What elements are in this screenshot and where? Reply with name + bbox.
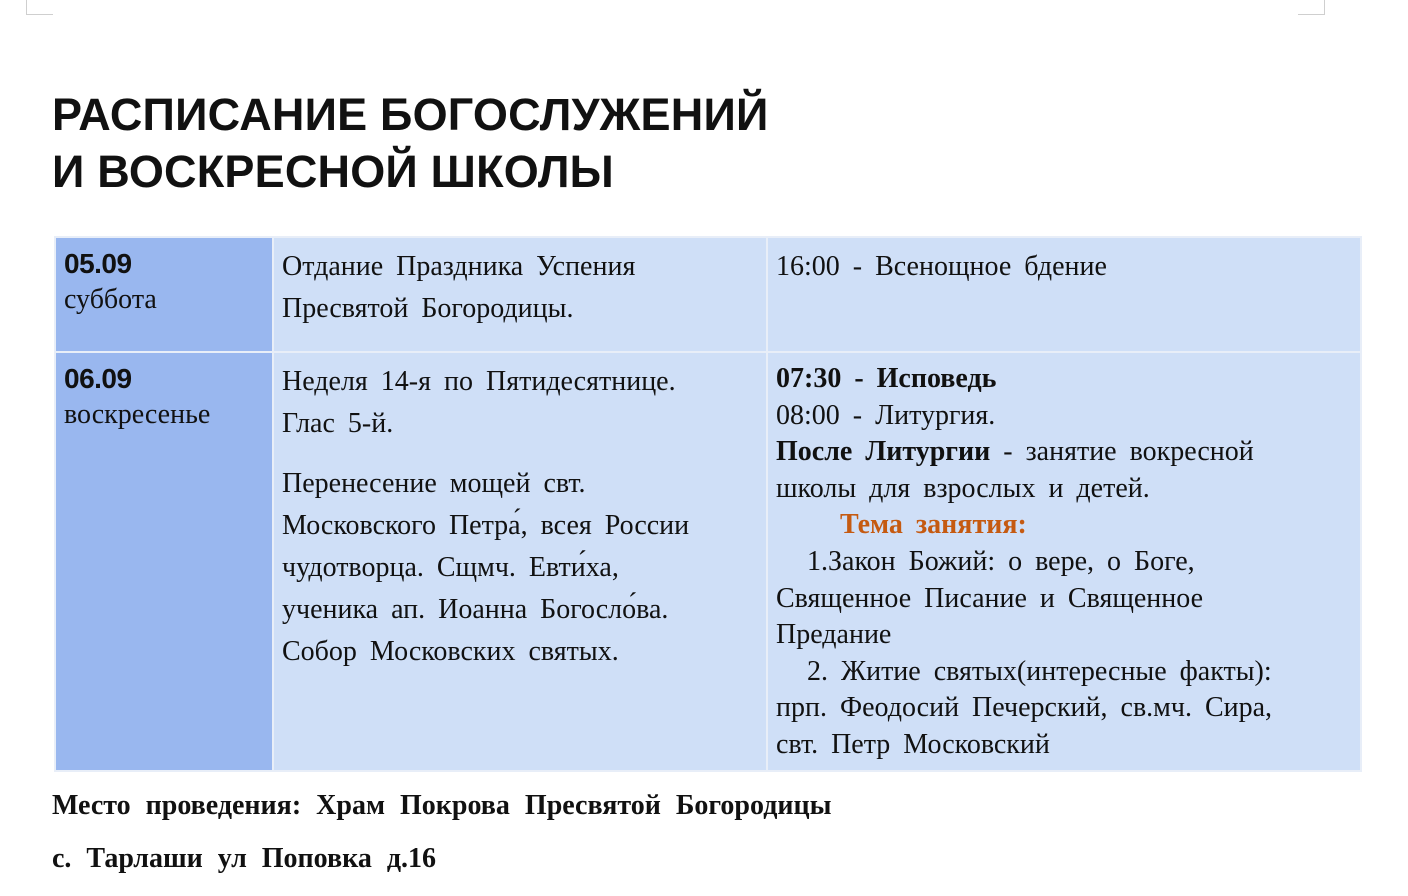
topic-item-2-cont: свт. Петр Московский (776, 728, 1050, 760)
topic-item-1-cont: Предание (776, 619, 892, 651)
after-liturgy-text: - занятие вокресной (990, 436, 1254, 468)
after-liturgy-line (776, 434, 1352, 471)
topic-label: Тема занятия: (840, 509, 1027, 541)
topic-item-1: 1.Закон Божий: о вере, о Боге, (807, 545, 1195, 577)
saints-line: ученика ап. Иоанна Богосло́ва. (282, 594, 669, 625)
date-cell (55, 352, 273, 771)
service-cell (767, 237, 1361, 352)
title-line-1: РАСПИСАНИЕ БОГОСЛУЖЕНИЙ (52, 89, 769, 140)
after-liturgy-line-2: школы для взрослых и детей. (776, 472, 1150, 504)
footer-address: с. Тарлаши ул Поповка д.16 (52, 843, 436, 874)
service-confession: 07:30 - Исповедь (776, 363, 997, 394)
date-number: 06.09 (64, 363, 132, 394)
service-vigil: 16:00 - Всенощное бдение (776, 251, 1107, 282)
topic-item-2: 2. Житие святых(интересные факты): (807, 655, 1272, 687)
saints-line: чудотворца. Сщмч. Евти́ха, (282, 552, 619, 583)
schedule-table (54, 236, 1362, 772)
after-liturgy-label: После Литургии (776, 436, 991, 468)
feast-line: Глас 5-й. (282, 408, 394, 439)
footer-place: Место проведения: Храм Покрова Пресвятой Богородицы (52, 790, 832, 821)
feast-cell (273, 352, 767, 771)
page-title (52, 86, 769, 200)
feast-line: Пресвятой Богородицы. (282, 293, 574, 324)
table-row (55, 237, 1361, 352)
feast-cell (273, 237, 767, 352)
date-number: 05.09 (64, 248, 132, 279)
topic-item-2-cont: прп. Феодосий Печерский, св.мч. Сира, (776, 692, 1273, 724)
service-liturgy: 08:00 - Литургия. (776, 399, 996, 431)
feast-line: Отдание Праздника Успения (282, 251, 636, 282)
title-line-2: И ВОСКРЕСНОЙ ШКОЛЫ (52, 146, 614, 197)
saints-line: Московского Петра́, всея России (282, 510, 690, 541)
weekday: воскресенье (64, 399, 211, 430)
saints-line: Перенесение мощей свт. (282, 468, 586, 499)
service-cell (767, 352, 1361, 771)
topic-item-1-cont: Священное Писание и Священное (776, 582, 1204, 614)
page-corner-mark-left (26, 0, 53, 15)
table-row (55, 352, 1361, 771)
weekday: суббота (64, 284, 157, 315)
saints-line: Собор Московских святых. (282, 636, 619, 667)
page-corner-mark-right (1298, 0, 1325, 15)
date-cell (55, 237, 273, 352)
feast-line: Неделя 14-я по Пятидесятнице. (282, 366, 676, 397)
